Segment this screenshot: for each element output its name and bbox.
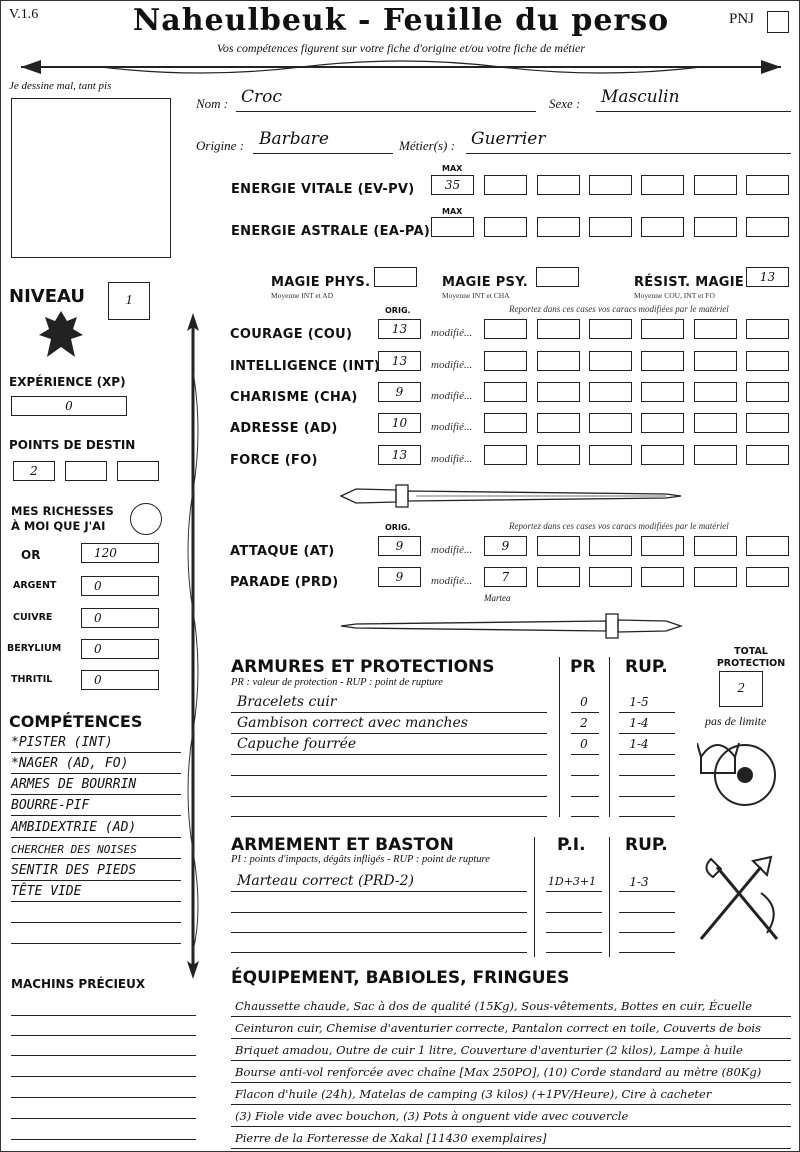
pr-header: PR [570,657,596,677]
armor-row-name: Gambison correct avec manches [237,715,468,731]
cuivre-label: CUIVRE [13,612,53,623]
niveau-label: NIVEAU [9,286,85,307]
magie-psy-label: MAGIE PSY. [442,275,529,290]
ea-box[interactable] [484,217,527,237]
parade-mod-box[interactable] [589,567,632,587]
destin-label: POINTS DE DESTIN [9,438,136,452]
attaque-mod-box[interactable] [746,536,789,556]
orig-label: ORIG. [385,306,411,315]
stat-orig-box[interactable]: 9 [378,382,421,402]
weapons-title: ARMEMENT ET BASTON [231,835,454,855]
parade-mod-box[interactable] [537,567,580,587]
modifie-label: modifié... [431,327,473,339]
competence-item: ARMES DE BOURRIN [11,777,137,792]
stat-mod-box[interactable] [484,445,527,465]
stat-mod-box[interactable] [641,351,684,371]
stat-label: CHARISME (CHA) [230,390,358,405]
armor-rup-header: RUP. [625,657,668,677]
ev-box[interactable] [537,175,580,195]
stat-mod-box[interactable] [694,351,737,371]
weapon-row-rup: 1-3 [629,875,649,889]
nom-value[interactable]: Croc [241,87,282,107]
armor-note: PR : valeur de protection - RUP : point de rupture [231,677,443,688]
armor-row-pr: 0 [580,695,588,709]
portrait-caption: Je dessine mal, tant pis [9,80,112,92]
or-box[interactable]: 120 [81,543,159,563]
stat-mod-box[interactable] [694,413,737,433]
stat-label: INTELLIGENCE (INT) [230,359,381,374]
destin-box[interactable]: 2 [13,461,55,481]
stat-mod-box[interactable] [694,319,737,339]
niveau-box[interactable]: 1 [108,282,150,320]
equipment-line: Flacon d'huile (24h), Matelas de camping (3 kilos) (+1PV/Heure), Cire à cacheter [235,1087,712,1101]
competence-item: CHERCHER DES NOISES [11,843,137,856]
sword-icon [336,481,686,511]
parade-mod-box[interactable] [694,567,737,587]
xp-label: EXPÉRIENCE (XP) [9,375,126,389]
stat-mod-box[interactable] [484,413,527,433]
stat-orig-box[interactable]: 13 [378,351,421,371]
ea-box[interactable] [641,217,684,237]
coin-icon [130,503,162,535]
stat-mod-box[interactable] [746,382,789,402]
portrait-box[interactable] [11,98,171,258]
armor-row-pr: 2 [580,716,588,730]
competence-item: *NAGER (AD, FO) [11,756,129,771]
weapon-row-name: Marteau correct (PRD-2) [237,873,414,889]
stat-mod-box[interactable] [537,445,580,465]
parade-mod-box[interactable] [746,567,789,587]
ev-max-label: MAX [442,164,463,173]
modifie-label: modifié... [431,575,473,587]
spear-divider-icon [1,55,800,79]
stat-mod-box[interactable] [746,319,789,339]
ev-box[interactable] [484,175,527,195]
equipment-line: Bourse anti-vol renforcée avec chaîne [Max 250PO], (10) Corde standard au mètre (80Kg) [235,1065,762,1079]
combat-orig-label: ORIG. [385,523,411,532]
total-label: TOTAL [734,646,768,657]
ea-label: ENERGIE ASTRALE (EA-PA) [231,224,431,239]
pi-header: P.I. [557,835,586,855]
equipment-line: (3) Fiole vide avec bouchon, (3) Pots à onguent vide avec couvercle [235,1109,629,1123]
modifie-label: modifié... [431,359,473,371]
resist-magie-box[interactable]: 13 [746,267,789,287]
modifie-label: modifié... [431,453,473,465]
equipment-line: Chaussette chaude, Sac à dos de qualité (15Kg), Sous-vêtements, Bottes en cuir, Écuelle [235,999,753,1013]
berylium-box[interactable]: 0 [81,639,159,659]
ea-box[interactable] [746,217,789,237]
ev-box[interactable] [641,175,684,195]
destin-box[interactable] [117,461,159,481]
armor-row-name: Bracelets cuir [237,694,337,710]
crossed-weapons-icon [691,853,787,949]
limit-note: pas de limite [705,714,767,728]
armor-row-name: Capuche fourrée [237,736,357,752]
report-note: Reportez dans ces cases vos caracs modifiées par le matériel [509,304,729,314]
thritil-box[interactable]: 0 [81,670,159,690]
competences-label: COMPÉTENCES [9,712,143,731]
parade-label: PARADE (PRD) [230,575,339,590]
origine-value[interactable]: Barbare [259,129,329,149]
xp-box[interactable]: 0 [11,396,127,416]
stat-mod-box[interactable] [537,382,580,402]
dragon-icon [37,307,85,365]
parade-note: Martea [484,593,511,603]
weapons-rup-header: RUP. [625,835,668,855]
or-label: OR [21,548,41,562]
equipment-line: Pierre de la Forteresse de Xakal [11430 exemplaires] [235,1131,547,1145]
stat-mod-box[interactable] [537,413,580,433]
argent-label: ARGENT [13,580,57,591]
richesses-label: MES RICHESSES [11,504,114,518]
magie-psy-note: Moyenne INT et CHA [442,291,510,300]
pnj-checkbox[interactable] [767,11,789,33]
magie-phys-note: Moyenne INT et AD [271,291,334,300]
nom-label: Nom : [196,96,229,111]
ev-label: ENERGIE VITALE (EV-PV) [231,182,415,197]
stat-mod-box[interactable] [641,445,684,465]
magie-psy-box[interactable] [536,267,579,287]
stat-orig-box[interactable]: 10 [378,413,421,433]
competence-item: BOURRE-PIF [11,798,90,813]
thritil-label: THRITIL [11,674,53,685]
ea-max-box[interactable] [431,217,474,237]
stat-mod-box[interactable] [589,382,632,402]
weapons-note: PI : points d'impacts, dégâts infligés - RUP : point de rupture [231,854,490,865]
parade-mod-box[interactable] [641,567,684,587]
armor-title: ARMURES ET PROTECTIONS [231,657,495,677]
armor-row-pr: 0 [580,737,588,751]
stat-mod-box[interactable] [694,382,737,402]
stat-mod-box[interactable] [641,319,684,339]
argent-box[interactable]: 0 [81,576,159,596]
ea-box[interactable] [589,217,632,237]
attaque-mod-box[interactable]: 9 [484,536,527,556]
stat-mod-box[interactable] [537,351,580,371]
attaque-mod-box[interactable] [694,536,737,556]
attaque-mod-box[interactable] [641,536,684,556]
stat-mod-box[interactable] [641,382,684,402]
competence-item: SENTIR DES PIEDS [11,863,137,878]
attaque-mod-box[interactable] [537,536,580,556]
destin-box[interactable] [65,461,107,481]
machins-label: MACHINS PRÉCIEUX [11,977,146,991]
equipment-line: Ceinturon cuir, Chemise d'aventurier correcte, Pantalon correct en toile, Couverts de bois [235,1021,762,1035]
competence-item: TÊTE VIDE [11,884,82,899]
stat-mod-box[interactable] [746,351,789,371]
stat-mod-box[interactable] [589,319,632,339]
magie-phys-box[interactable] [374,267,417,287]
sword-icon [336,611,686,641]
stat-mod-box[interactable] [694,445,737,465]
resist-magie-note: Moyenne COU, INT et FO [634,291,715,300]
protection-label: PROTECTION [716,658,786,669]
stat-label: FORCE (FO) [230,453,318,468]
page-subtitle: Vos compétences figurent sur votre fiche d'origine et/ou votre fiche de métier [216,41,586,55]
metier-label: Métier(s) : [399,138,455,153]
total-protection-box[interactable]: 2 [719,671,763,707]
stat-mod-box[interactable] [537,319,580,339]
attaque-orig-box[interactable]: 9 [378,536,421,556]
sexe-label: Sexe : [549,96,581,111]
version-label: V.1.6 [9,7,39,22]
ev-box[interactable] [694,175,737,195]
cuivre-box[interactable]: 0 [81,608,159,628]
modifie-label: modifié... [431,390,473,402]
stat-mod-box[interactable] [484,382,527,402]
stat-mod-box[interactable] [589,351,632,371]
stat-orig-box[interactable]: 13 [378,319,421,339]
shield-helmet-icon [697,729,777,809]
resist-magie-label: RÉSIST. MAGIE [634,275,745,290]
page-title: Naheulbeuk - Feuille du perso [132,3,670,38]
competence-item: *PISTER (INT) [11,735,113,750]
spear-icon [181,311,205,981]
magie-phys-label: MAGIE PHYS. [271,275,371,290]
stat-mod-box[interactable] [746,445,789,465]
armor-row-rup: 1-5 [629,695,649,709]
stat-label: COURAGE (COU) [230,327,353,342]
berylium-label: BERYLIUM [7,643,62,654]
parade-mod-box[interactable]: 7 [484,567,527,587]
equipment-title: ÉQUIPEMENT, BABIOLES, FRINGUES [231,968,570,988]
stat-mod-box[interactable] [589,445,632,465]
ea-box[interactable] [537,217,580,237]
ea-max-label: MAX [442,207,463,216]
parade-orig-box[interactable]: 9 [378,567,421,587]
stat-mod-box[interactable] [484,319,527,339]
armor-row-rup: 1-4 [629,716,649,730]
stat-mod-box[interactable] [641,413,684,433]
modifie-label: modifié... [431,544,473,556]
pnj-label: PNJ [729,11,755,27]
combat-report-note: Reportez dans ces cases vos caracs modifiées par le matériel [509,521,729,531]
metier-value[interactable]: Guerrier [471,129,546,149]
equipment-line: Briquet amadou, Outre de cuir 1 litre, Couverture d'aventurier (2 kilos), Lampe à huile [235,1043,743,1057]
ev-box[interactable] [746,175,789,195]
stat-mod-box[interactable] [484,351,527,371]
attaque-label: ATTAQUE (AT) [230,544,335,559]
sexe-value[interactable]: Masculin [601,87,680,107]
origine-label: Origine : [196,138,245,153]
ea-box[interactable] [694,217,737,237]
attaque-mod-box[interactable] [589,536,632,556]
stat-mod-box[interactable] [746,413,789,433]
ev-max-box[interactable]: 35 [431,175,474,195]
armor-row-rup: 1-4 [629,737,649,751]
weapon-row-pi: 1D+3+1 [547,875,597,888]
stat-mod-box[interactable] [589,413,632,433]
modifie-label: modifié... [431,421,473,433]
competence-item: AMBIDEXTRIE (AD) [11,820,137,835]
stat-label: ADRESSE (AD) [230,421,338,436]
ev-box[interactable] [589,175,632,195]
richesses-label-2: À MOI QUE J'AI [11,519,106,533]
stat-orig-box[interactable]: 13 [378,445,421,465]
